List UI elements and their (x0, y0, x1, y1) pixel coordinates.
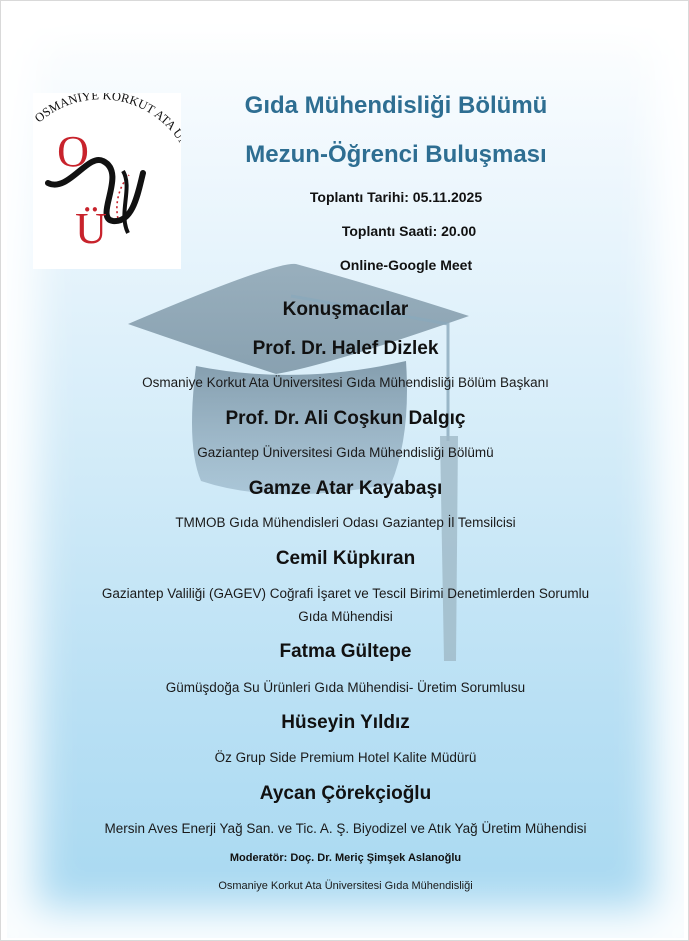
speaker-name: Prof. Dr. Ali Coşkun Dalgıç (225, 408, 466, 429)
svg-text:OSMANİYE KORKUT ATA ÜNİVERSİTE: OSMANİYE KORKUT ATA (33, 93, 179, 133)
title-event: Mezun-Öğrenci Buluşması (245, 141, 547, 168)
speaker-role: Gaziantep Valiliği (GAGEV) Coğrafi İşaret ve Tescil Birimi Denetimlerden Sorumlu (101, 586, 590, 601)
speaker-role: TMMOB Gıda Mühendisleri Odası Gaziantep İl Temsilcisi (175, 515, 516, 530)
speaker-name: Prof. Dr. Halef Dizlek (252, 338, 439, 359)
speaker-name: Fatma Gültepe (279, 641, 412, 662)
title-department: Gıda Mühendisliği Bölümü (244, 92, 548, 119)
speaker-role: Osmaniye Korkut Ata Üniversitesi Gıda Mühendisliği Bölüm Başkanı (142, 375, 549, 390)
speaker-role: Gaziantep Üniversitesi Gıda Mühendisliği Bölümü (197, 445, 494, 460)
university-logo (33, 93, 181, 269)
meeting-platform: Online-Google Meet (339, 257, 473, 273)
svg-text:Ü: Ü (75, 204, 107, 253)
speaker-role: Öz Grup Side Premium Hotel Kalite Müdürü (214, 750, 477, 765)
moderator-affiliation: Osmaniye Korkut Ata Üniversitesi Gıda Mühendisliği (218, 880, 473, 892)
speaker-name: Gamze Atar Kayabaşı (248, 478, 443, 499)
speaker-role: Gümüşdoğa Su Ürünleri Gıda Mühendisi- Üretim Sorumlusu (165, 680, 526, 695)
speakers-heading: Konuşmacılar (282, 299, 409, 320)
speaker-name: Aycan Çörekçioğlu (259, 783, 432, 804)
speaker-role-continued: Gıda Mühendisi (298, 609, 393, 624)
speaker-role: Mersin Aves Enerji Yağ San. ve Tic. A. Ş. Biyodizel ve Atık Yağ Üretim Mühendisi (104, 821, 587, 836)
svg-text:O: O (57, 127, 89, 176)
meeting-time: Toplantı Saati: 20.00 (341, 223, 477, 239)
speaker-name: Cemil Küpkıran (275, 548, 416, 569)
moderator-label: Moderatör: Doç. Dr. Meriç Şimşek Aslanoğlu (229, 852, 462, 864)
meeting-date: Toplantı Tarihi: 05.11.2025 (309, 189, 483, 205)
university-logo-icon (33, 93, 181, 269)
speaker-name: Hüseyin Yıldız (281, 712, 410, 733)
